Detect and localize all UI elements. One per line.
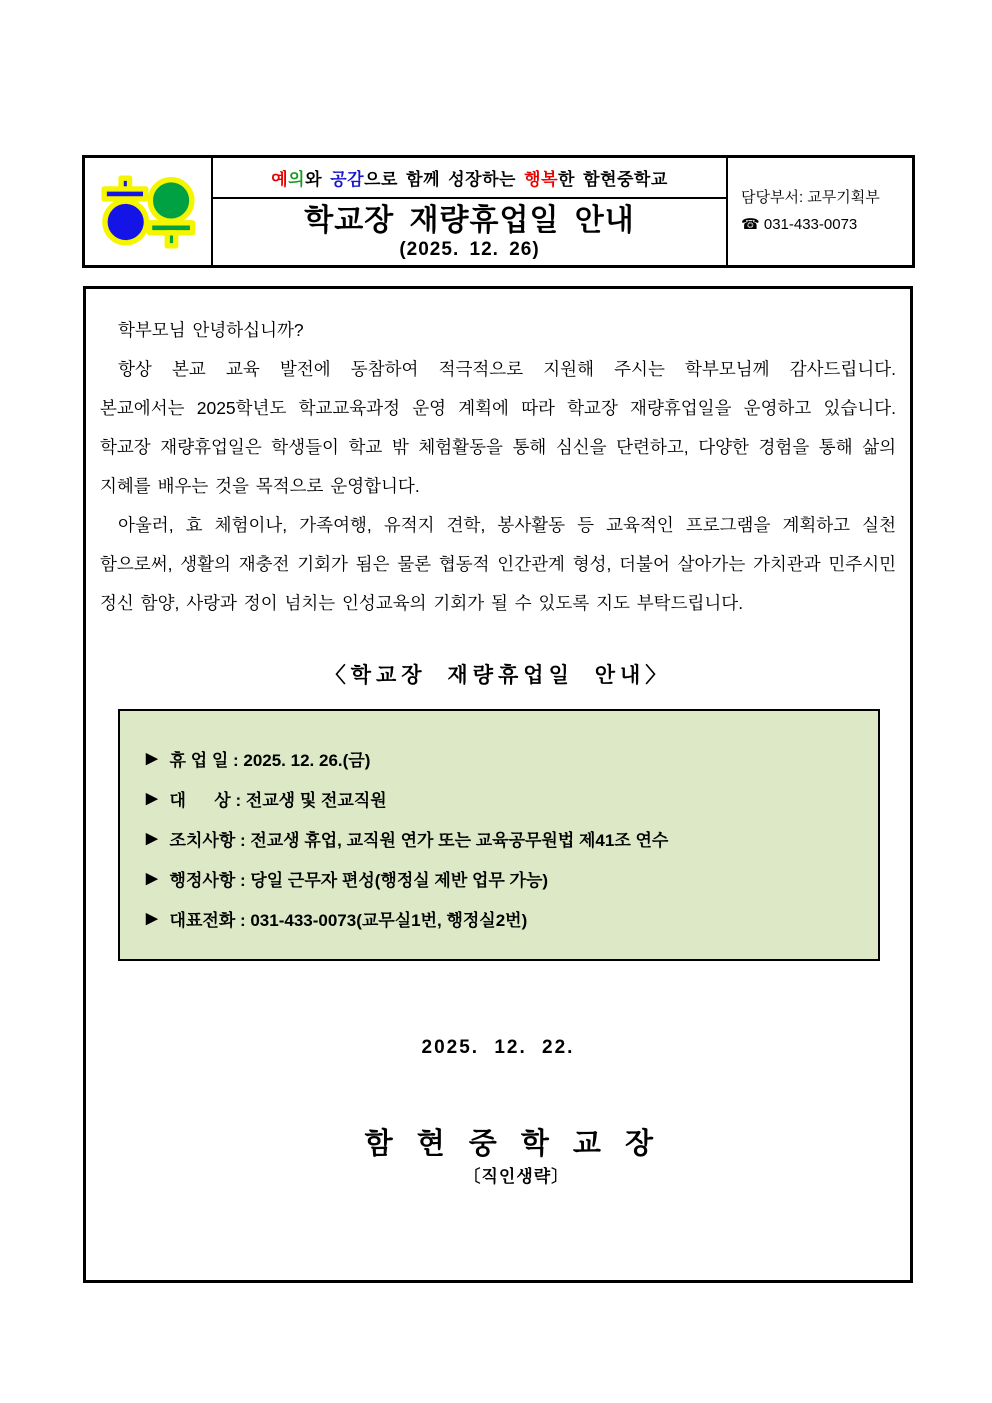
- slogan-part: 예: [271, 170, 289, 189]
- slogan-part: 공감: [330, 170, 365, 189]
- header-table: [82, 155, 915, 268]
- slogan-part: 한 함현중학교: [558, 170, 668, 189]
- body-line: 지혜를 배우는 것을 목적으로 운영합니다.: [100, 476, 420, 496]
- body-line: 본교에서는 2025학년도 학교교육과정 운영 계획에 따라 학교장 재량휴업일을 운영하고 있습니다.: [100, 398, 896, 418]
- notice-item: [146, 898, 868, 938]
- notice-item: [146, 738, 868, 778]
- triangle-bullet-icon: ▶: [146, 869, 158, 887]
- document-title: 학교장 재량휴업일 안내: [304, 204, 635, 237]
- department-info-cell: [728, 158, 912, 265]
- notice-item: [146, 778, 868, 818]
- triangle-bullet-icon: ▶: [146, 909, 158, 927]
- triangle-bullet-icon: ▶: [146, 829, 158, 847]
- body-line: 학부모님 안녕하십니까?: [118, 320, 304, 340]
- seal-omitted-note: 〔직인생략〕: [463, 1167, 570, 1186]
- department-phone: ☎ 031-433-0073: [741, 216, 858, 233]
- notice-box: [118, 709, 880, 961]
- body-line: 학교장 재량휴업일은 학생들이 학교 밖 체험활동을 통해 심신을 단련하고, 다양한 경험을 통해 삶의: [100, 437, 896, 457]
- section-heading: 〈학교장 재량휴업일 안내〉: [324, 664, 672, 687]
- notice-item-text: 행정사항 : 당일 근무자 편성(행정실 제반 업무 가능): [169, 870, 549, 890]
- notice-item: [146, 858, 868, 898]
- issue-date: 2025. 12. 22.: [421, 1037, 575, 1058]
- notice-item-text: 대표전화 : 031-433-0073(교무실1번, 행정실2번): [169, 910, 528, 930]
- principal-signature: 함 현 중 학 교 장: [364, 1128, 659, 1160]
- body-line: 아울러, 효 체험이나, 가족여행, 유적지 견학, 봉사활동 등 교육적인 프로그램을 계획하고 실천: [118, 515, 896, 535]
- document-title-date: (2025. 12. 26): [399, 239, 540, 260]
- body-line: 항상 본교 교육 발전에 동참하여 적극적으로 지원해 주시는 학부모님께 감사드립니다.: [118, 359, 896, 379]
- slogan-part: 의: [288, 170, 306, 189]
- school-slogan: [213, 158, 726, 199]
- body-line: 정신 함양, 사랑과 정이 넘치는 인성교육의 기회가 될 수 있도록 지도 부탁드립니다.: [100, 593, 744, 613]
- slogan-part: 와: [305, 170, 331, 189]
- school-logo-icon: [98, 173, 198, 251]
- notice-item-text: 조치사항 : 전교생 휴업, 교직원 연가 또는 교육공무원법 제41조 연수: [169, 830, 669, 850]
- signature-row: [100, 1103, 896, 1205]
- triangle-bullet-icon: ▶: [146, 789, 158, 807]
- logo-cell: [85, 158, 213, 265]
- letter-body-box: [83, 286, 913, 1283]
- slogan-part: 행복: [524, 170, 559, 189]
- notice-item-text: 대 상 : 전교생 및 전교직원: [169, 790, 387, 810]
- notice-item: [146, 818, 868, 858]
- department-label: 담당부서: 교무기획부: [741, 189, 880, 206]
- slogan-part: 으로 함께 성장하는: [364, 170, 525, 189]
- notice-item-text: 휴 업 일 : 2025. 12. 26.(금): [169, 750, 371, 770]
- triangle-bullet-icon: ▶: [146, 749, 158, 767]
- title-cell: [213, 199, 726, 265]
- body-line: 함으로써, 생활의 재충전 기회가 됨은 물론 협동적 인간관계 형성, 더불어 살아가는 가치관과 민주시민: [100, 554, 896, 574]
- header-middle-column: [213, 158, 728, 265]
